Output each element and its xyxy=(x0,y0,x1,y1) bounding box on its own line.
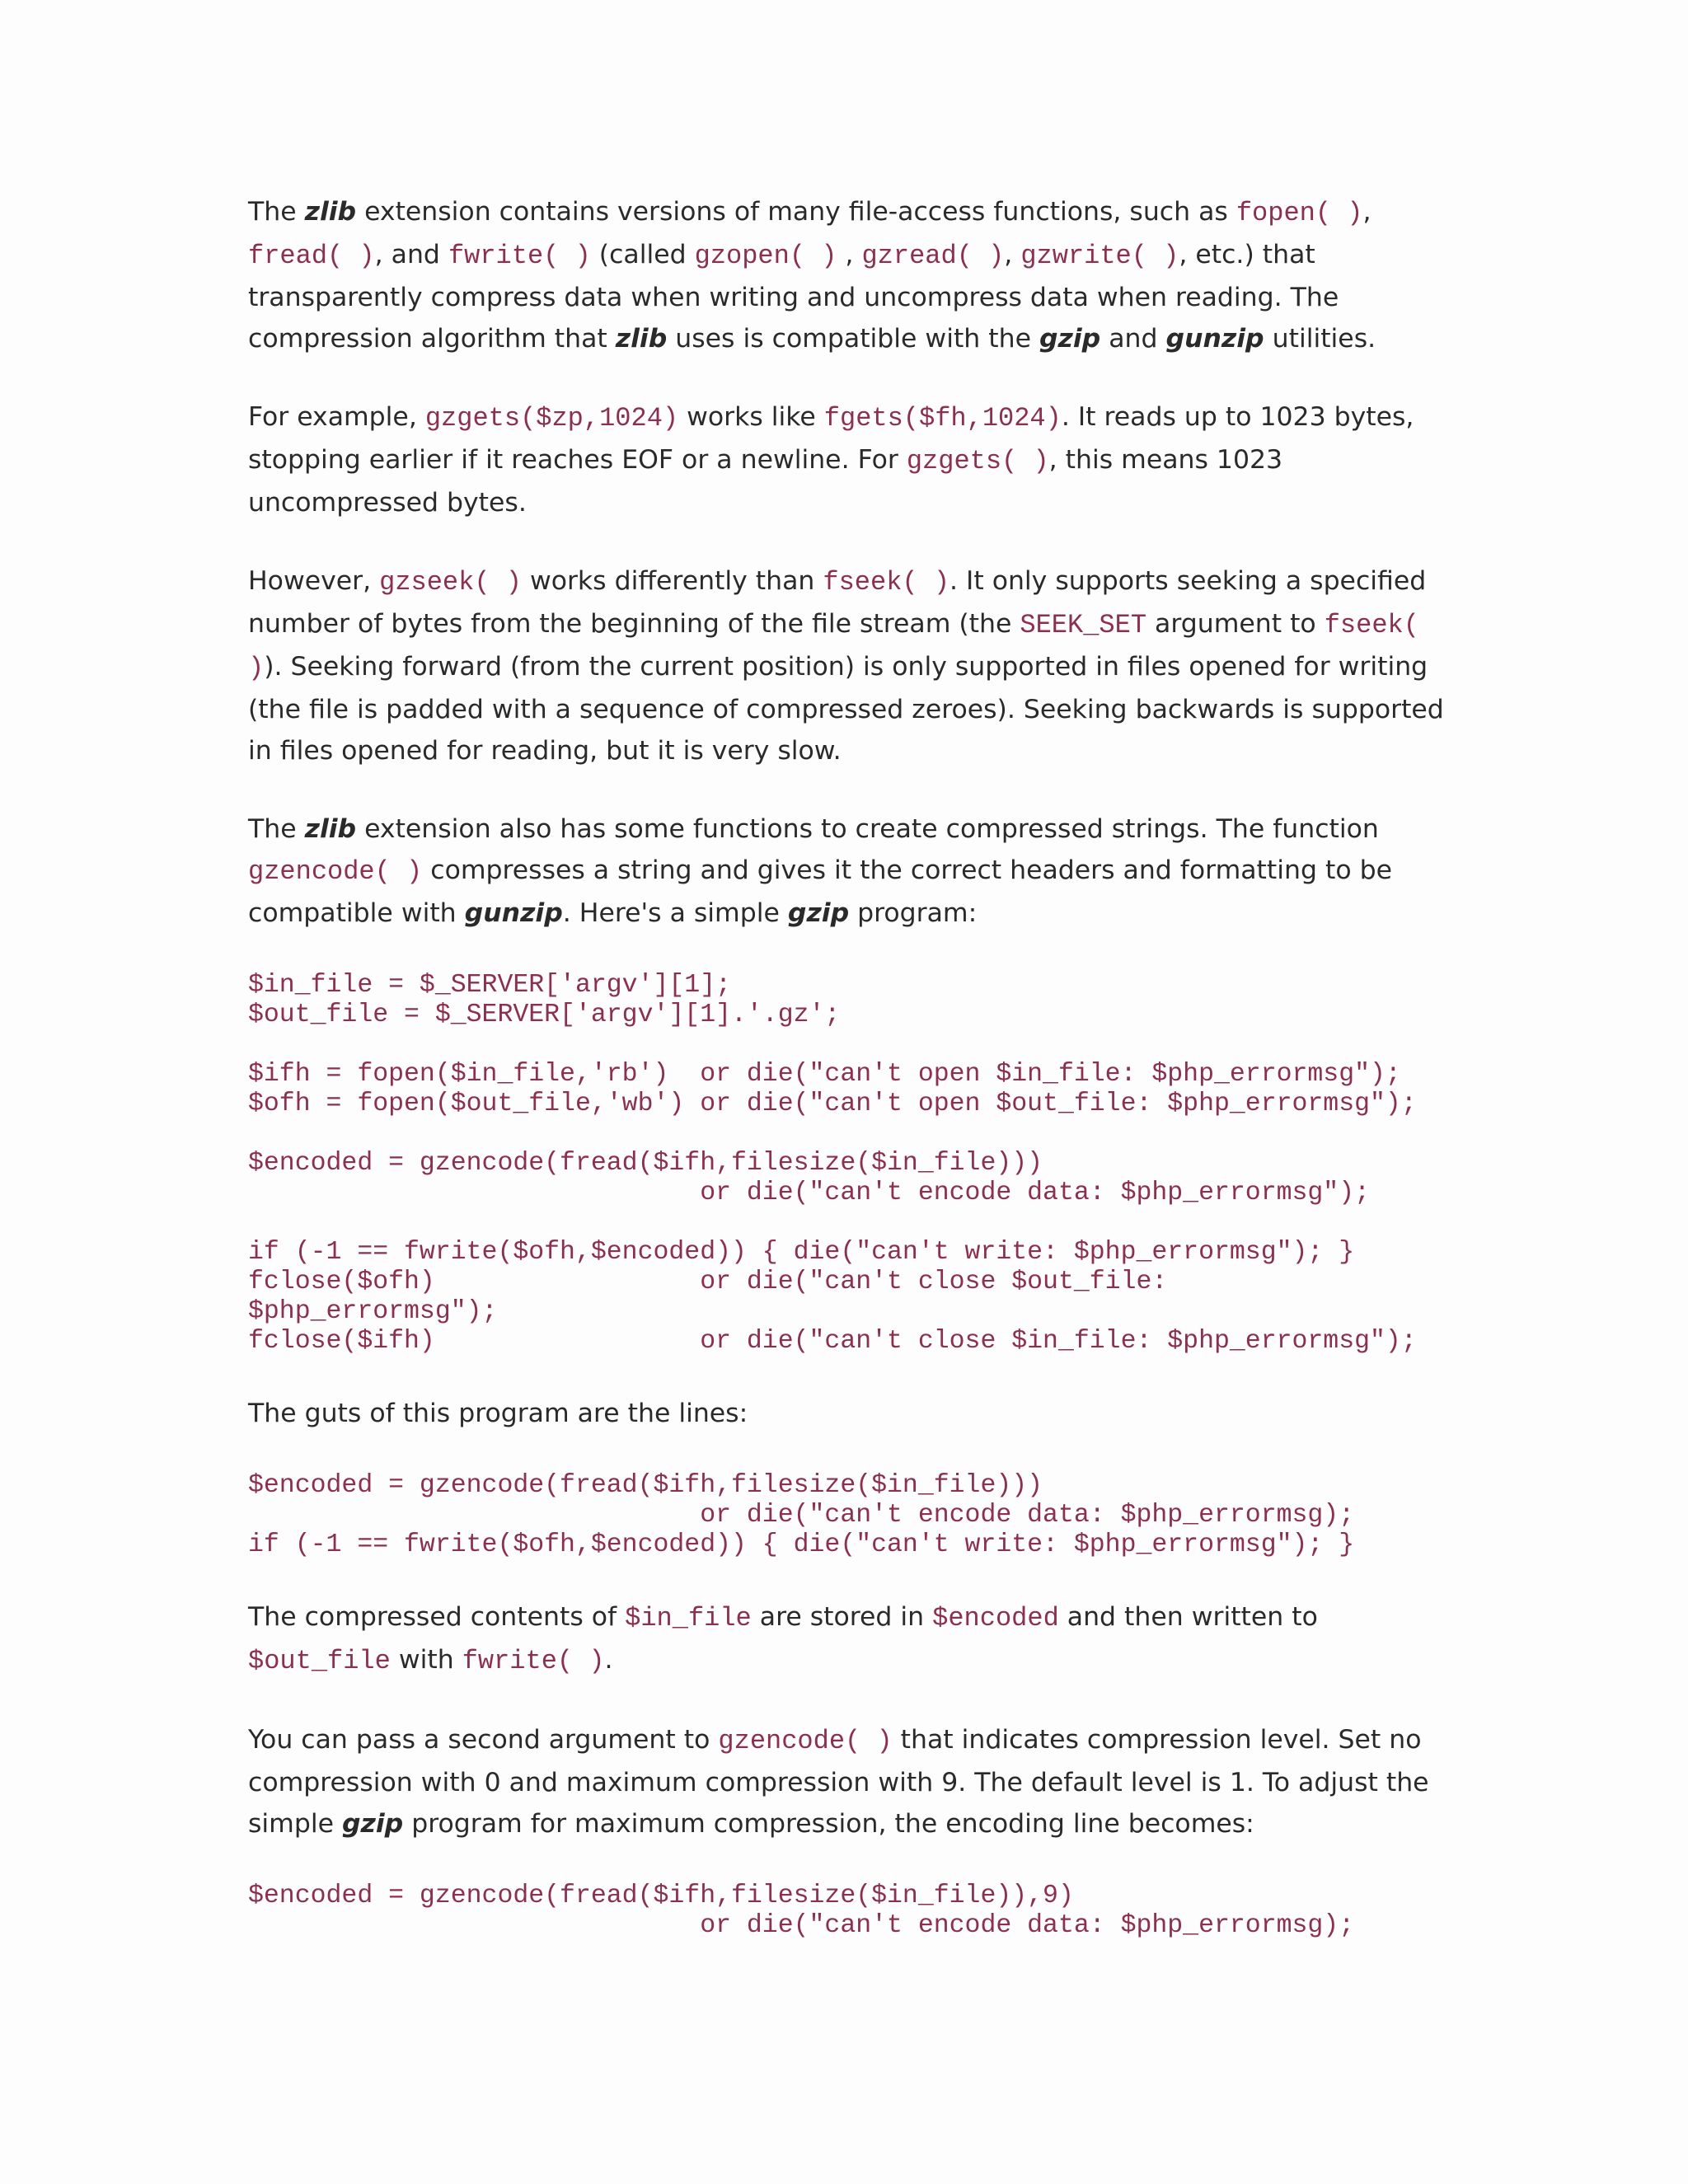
term-zlib: zlib xyxy=(304,814,357,844)
code-out-file: $out_file xyxy=(248,1646,391,1676)
term-gzip: gzip xyxy=(1039,324,1101,354)
code-seek-set: SEEK_SET xyxy=(1020,610,1147,640)
code-block-guts: $encoded = gzencode(fread($ifh,filesize($in_file))) or die("can't encode data: $php_errormsg); if (-1 == fwrite($ofh,$encoded)) { die("can't write: $php_errormsg"); } xyxy=(248,1471,1355,1559)
code-fwrite: fwrite( ) xyxy=(462,1646,605,1676)
paragraph-zlib-intro: The zlib extension contains versions of many file-access functions, such as fopen( ), fread( ), and fwrite( ) (called gzopen( ) , gzread( ), gzwrite( ), etc.) that transparently compress data when writing and uncompress data when reading. The compression algorithm that zlib uses is compatible with the gzip and gunzip utilities. xyxy=(248,197,1376,354)
paragraph-gzgets: For example, gzgets($zp,1024) works like fgets($fh,1024). It reads up to 1023 bytes, stopping earlier if it reaches EOF or a newline. For gzgets( ), this means 1023 uncompressed bytes. xyxy=(248,402,1414,518)
code-gzgets: gzgets( ) xyxy=(906,446,1049,476)
term-gzip: gzip xyxy=(787,898,850,928)
code-gzencode: gzencode( ) xyxy=(718,1726,893,1756)
paragraph-guts: The guts of this program are the lines: xyxy=(248,1399,748,1428)
code-fgets-call: fgets($fh,1024) xyxy=(823,403,1062,434)
code-gzencode: gzencode( ) xyxy=(248,856,423,887)
code-encoded: $encoded xyxy=(932,1603,1059,1633)
code-fopen: fopen( ) xyxy=(1236,198,1363,228)
code-gzwrite: gzwrite( ) xyxy=(1020,241,1179,271)
code-fseek: fseek( ) xyxy=(823,567,950,598)
code-gzseek: gzseek( ) xyxy=(379,567,522,598)
code-in-file: $in_file xyxy=(625,1603,752,1633)
term-gunzip: gunzip xyxy=(1165,324,1264,354)
paragraph-gzseek: However, gzseek( ) works differently than fseek( ). It only supports seeking a specified number of bytes from the beginning of the file stream (the SEEK_SET argument to fseek( )). Seeking forward (from the current position) is only supported in files opened for writing (the file is padded with a sequence of compressed zeroes). Seeking backwards is supported in files opened for reading, but it is very slow. xyxy=(248,566,1444,766)
paragraph-compressed-contents: The compressed contents of $in_file are stored in $encoded and then written to $out_file with fwrite( ). xyxy=(248,1602,1318,1676)
code-gzgets-call: gzgets($zp,1024) xyxy=(424,403,679,434)
term-gunzip: gunzip xyxy=(464,898,563,928)
code-fwrite: fwrite( ) xyxy=(448,241,591,271)
code-fread: fread( ) xyxy=(248,241,375,271)
term-zlib: zlib xyxy=(304,197,357,227)
term-zlib: zlib xyxy=(615,324,668,354)
code-block-gzip-program: $in_file = $_SERVER['argv'][1]; $out_file = $_SERVER['argv'][1].'.gz'; $ifh = fopen($in_file,'rb') or die("can't open $in_file: $php_errormsg"); $ofh = fopen($out_file,'wb') or die("can't open $out_file: $php_errormsg"); $encoded = gzencode(fread($ifh,filesize($in_file))) or die("can't encode data: $php_errormsg"); if (-1 == fwrite($ofh,$encoded)) { die("can't write: $php_errormsg"); } fclose($ofh) or die("can't close $out_file: $php_errormsg"); fclose($ifh) or die("can't close $in_file: $php_errormsg"); xyxy=(248,971,1417,1356)
code-fseek: fseek( ) xyxy=(248,610,1419,683)
term-gzip: gzip xyxy=(342,1809,404,1839)
code-block-max-compression: $encoded = gzencode(fread($ifh,filesize($in_file)),9) or die("can't encode data: $php_errormsg); xyxy=(248,1882,1355,1940)
paragraph-gzencode: The zlib extension also has some functions to create compressed strings. The function gzencode( ) compresses a string and gives it the correct headers and formatting to be compatible with gunzip. Here's a simple gzip program: xyxy=(248,814,1392,928)
code-gzread: gzread( ) xyxy=(861,241,1005,271)
paragraph-compression-level: You can pass a second argument to gzencode( ) that indicates compression level. Set no compression with 0 and maximum compression with 9. The default level is 1. To adjust the simple gzip program for maximum compression, the encoding line becomes: xyxy=(248,1725,1429,1839)
document-page xyxy=(248,191,1451,1977)
code-gzopen: gzopen( ) xyxy=(694,241,837,271)
